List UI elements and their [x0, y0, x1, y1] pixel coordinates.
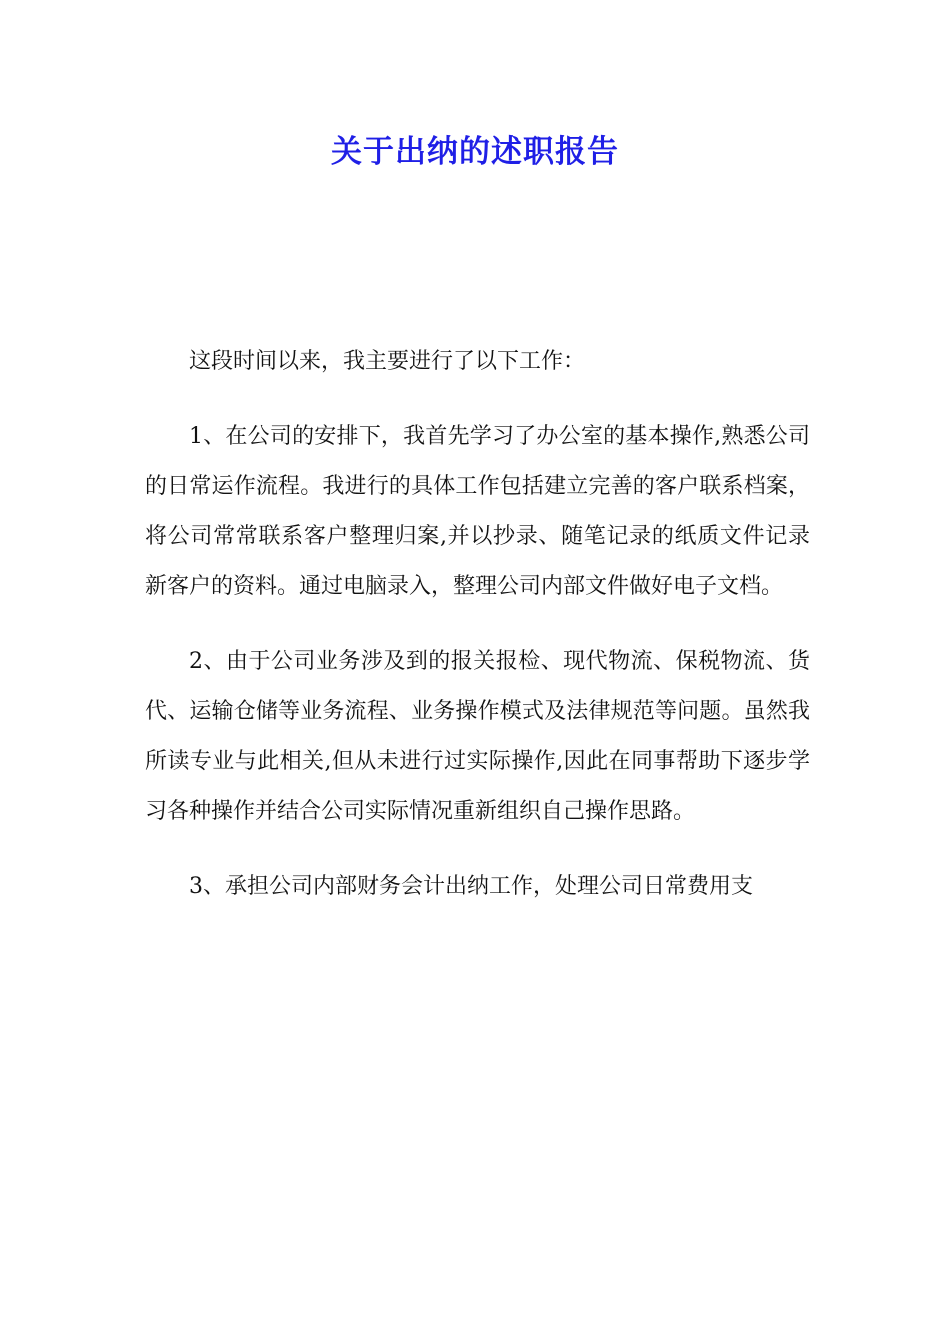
paragraph-intro: 这段时间以来，我主要进行了以下工作：: [189, 349, 586, 374]
paragraph-item-1: 1、在公司的安排下，我首先学习了办公室的基本操作,熟悉公司的日常运作流程。我进行的具体工作包括建立完善的客户联系档案，将公司常常联系客户整理归案,并以抄录、随笔记录的纸质文件记录新客户的资料。通过电脑录入，整理公司内部文件做好电子文档。: [145, 424, 810, 599]
document-body: [145, 337, 810, 937]
paragraph-item-2: 2、由于公司业务涉及到的报关报检、现代物流、保税物流、货代、运输仓储等业务流程、业务操作模式及法律规范等问题。虽然我所读专业与此相关,但从未进行过实际操作,因此在同事帮助下逐步学习各种操作并结合公司实际情况重新组织自己操作思路。: [145, 649, 810, 824]
document-title: 关于出纳的述职报告: [331, 134, 619, 170]
paragraph-item-3: 3、承担公司内部财务会计出纳工作，处理公司日常费用支: [189, 874, 753, 899]
